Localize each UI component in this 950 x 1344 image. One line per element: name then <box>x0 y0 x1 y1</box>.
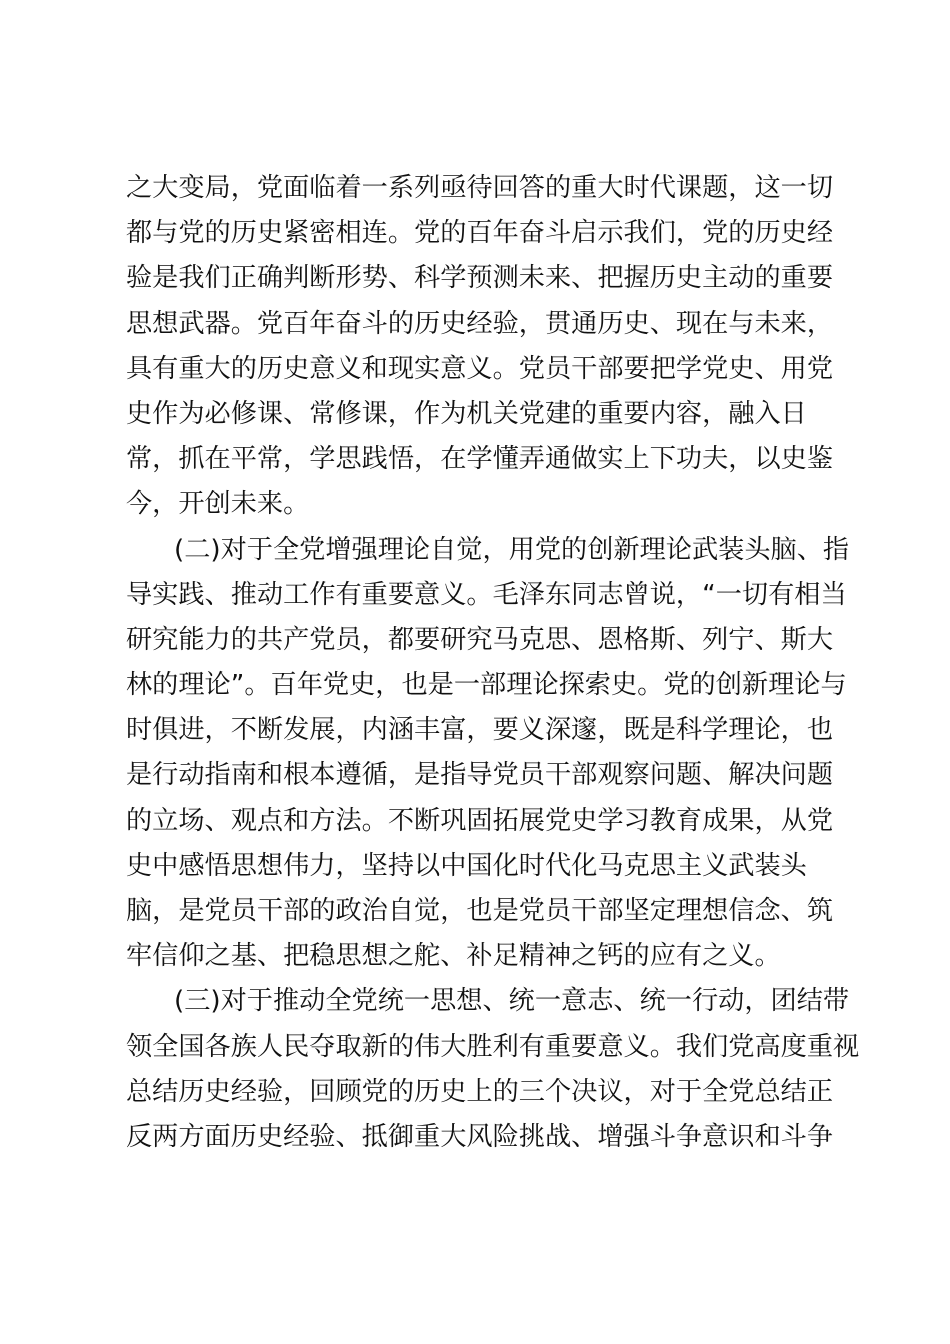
text-line: 林的理论”。百年党史，也是一部理论探索史。党的创新理论与 <box>126 670 847 701</box>
text-line: 研究能力的共产党员，都要研究马克思、恩格斯、列宁、斯大 <box>126 624 834 655</box>
text-line: 是行动指南和根本遵循，是指导党员干部观察问题、解决问题 <box>126 760 834 791</box>
text-line: 时俱进，不断发展，内涵丰富，要义深邃，既是科学理论，也 <box>126 715 834 746</box>
paragraph-1 <box>126 166 834 528</box>
document-body <box>126 166 860 1160</box>
text-line: 史中感悟思想伟力，坚持以中国化时代化马克思主义武装头 <box>126 850 807 881</box>
text-line: 都与党的历史紧密相连。党的百年奋斗启示我们，党的历史经 <box>126 218 834 249</box>
text-line: 领全国各族人民夺取新的伟大胜利有重要意义。我们党高度重视 <box>126 1031 860 1062</box>
text-line: 导实践、推动工作有重要意义。毛泽东同志曾说，“一切有相当 <box>126 579 847 610</box>
text-line: 反两方面历史经验、抵御重大风险挑战、增强斗争意识和斗争 <box>126 1121 834 1152</box>
text-line: 脑，是党员干部的政治自觉，也是党员干部坚定理想信念、筑 <box>126 896 834 926</box>
text-line: 思想武器。党百年奋斗的历史经验，贯通历史、现在与未来， <box>126 308 834 339</box>
paragraph-2 <box>126 528 850 980</box>
text-line: 常，抓在平常，学思践悟，在学懂弄通做实上下功夫，以史鉴 <box>126 444 834 475</box>
paragraph-3 <box>126 979 860 1160</box>
text-line-indented: (三)对于推动全党统一思想、统一意志、统一行动，团结带 <box>174 986 850 1017</box>
text-line: 总结历史经验，回顾党的历史上的三个决议，对于全党总结正 <box>126 1076 834 1107</box>
text-line: 史作为必修课、常修课，作为机关党建的重要内容，融入日 <box>126 398 807 429</box>
text-line: 的立场、观点和方法。不断巩固拓展党史学习教育成果，从党 <box>126 805 834 836</box>
text-line: 牢信仰之基、把稳思想之舵、补足精神之钙的应有之义。 <box>126 941 781 972</box>
text-line-indented: (二)对于全党增强理论自觉，用党的创新理论武装头脑、指 <box>174 534 850 565</box>
text-line: 之大变局，党面临着一系列亟待回答的重大时代课题，这一切 <box>126 173 834 203</box>
text-line: 验是我们正确判断形势、科学预测未来、把握历史主动的重要 <box>126 263 834 294</box>
text-line: 今，开创未来。 <box>126 489 310 520</box>
text-line: 具有重大的历史意义和现实意义。党员干部要把学党史、用党 <box>126 353 834 384</box>
